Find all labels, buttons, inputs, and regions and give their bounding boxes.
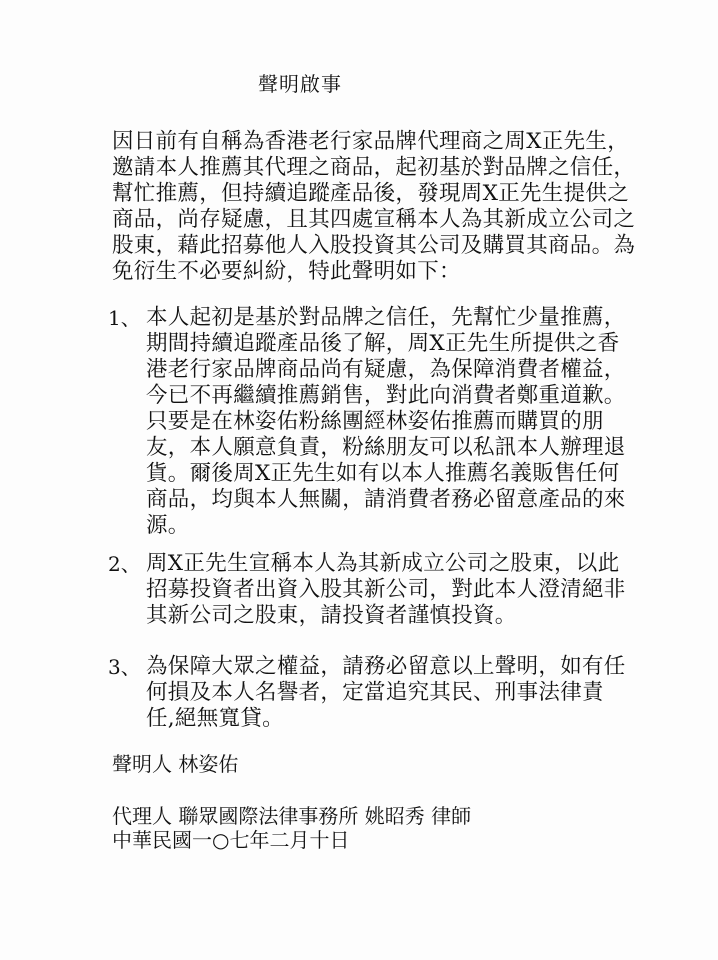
item-line: 友，本人願意負責，粉絲朋友可以私訊本人辦理退 [146,435,626,460]
agent-line: 代理人 聯眾國際法律事務所 姚昭秀 律師 [112,804,472,828]
item-line: 貨。爾後周X正先生如有以本人推薦名義販售任何 [146,461,620,486]
intro-line: 商品，尚存疑慮，且其四處宣稱本人為其新成立公司之 [112,207,636,232]
item-line: 其新公司之股東，請投資者謹慎投資。 [146,603,517,628]
item-line: 周X正先生宣稱本人為其新成立公司之股東，以此 [146,551,620,576]
item-line: 任,絕無寬貸。 [146,706,284,731]
intro-line: 因日前有自稱為香港老行家品牌代理商之周X正先生， [112,129,630,154]
item-line: 今已不再繼續推薦銷售，對此向消費者鄭重道歉。 [146,383,626,408]
intro-line: 幫忙推薦，但持續追蹤產品後，發現周X正先生提供之 [112,181,630,206]
item-line: 本人起初是基於對品牌之信任，先幫忙少量推薦， [146,305,626,330]
item-number: 1、 [108,306,141,330]
document-title: 聲明啟事 [258,72,342,96]
item-line: 只要是在林姿佑粉絲團經林姿佑推薦而購買的朋 [146,409,604,434]
item-line: 期間持續追蹤產品後了解，周X正先生所提供之香 [146,331,620,356]
intro-line: 邀請本人推薦其代理之商品，起初基於對品牌之信任， [112,155,636,180]
item-number: 2、 [108,552,141,576]
item-line: 為保障大眾之權益，請務必留意以上聲明，如有任 [146,654,626,679]
item-line: 何損及本人名譽者，定當追究其民、刑事法律責 [146,680,604,705]
item-line: 源。 [146,513,190,538]
item-line: 港老行家品牌商品尚有疑慮，為保障消費者權益， [146,357,626,382]
intro-line: 股東，藉此招募他人入股投資其公司及購買其商品。為 [112,233,636,258]
declarant-line: 聲明人 林姿佑 [112,752,239,776]
item-line: 商品，均與本人無關，請消費者務必留意產品的來 [146,487,626,512]
item-line: 招募投資者出資入股其新公司，對此本人澄清絕非 [146,577,626,602]
intro-line: 免衍生不必要糾紛，特此聲明如下： [112,259,461,284]
date-line: 中華民國一○七年二月十日 [112,828,350,852]
item-number: 3、 [108,655,141,679]
